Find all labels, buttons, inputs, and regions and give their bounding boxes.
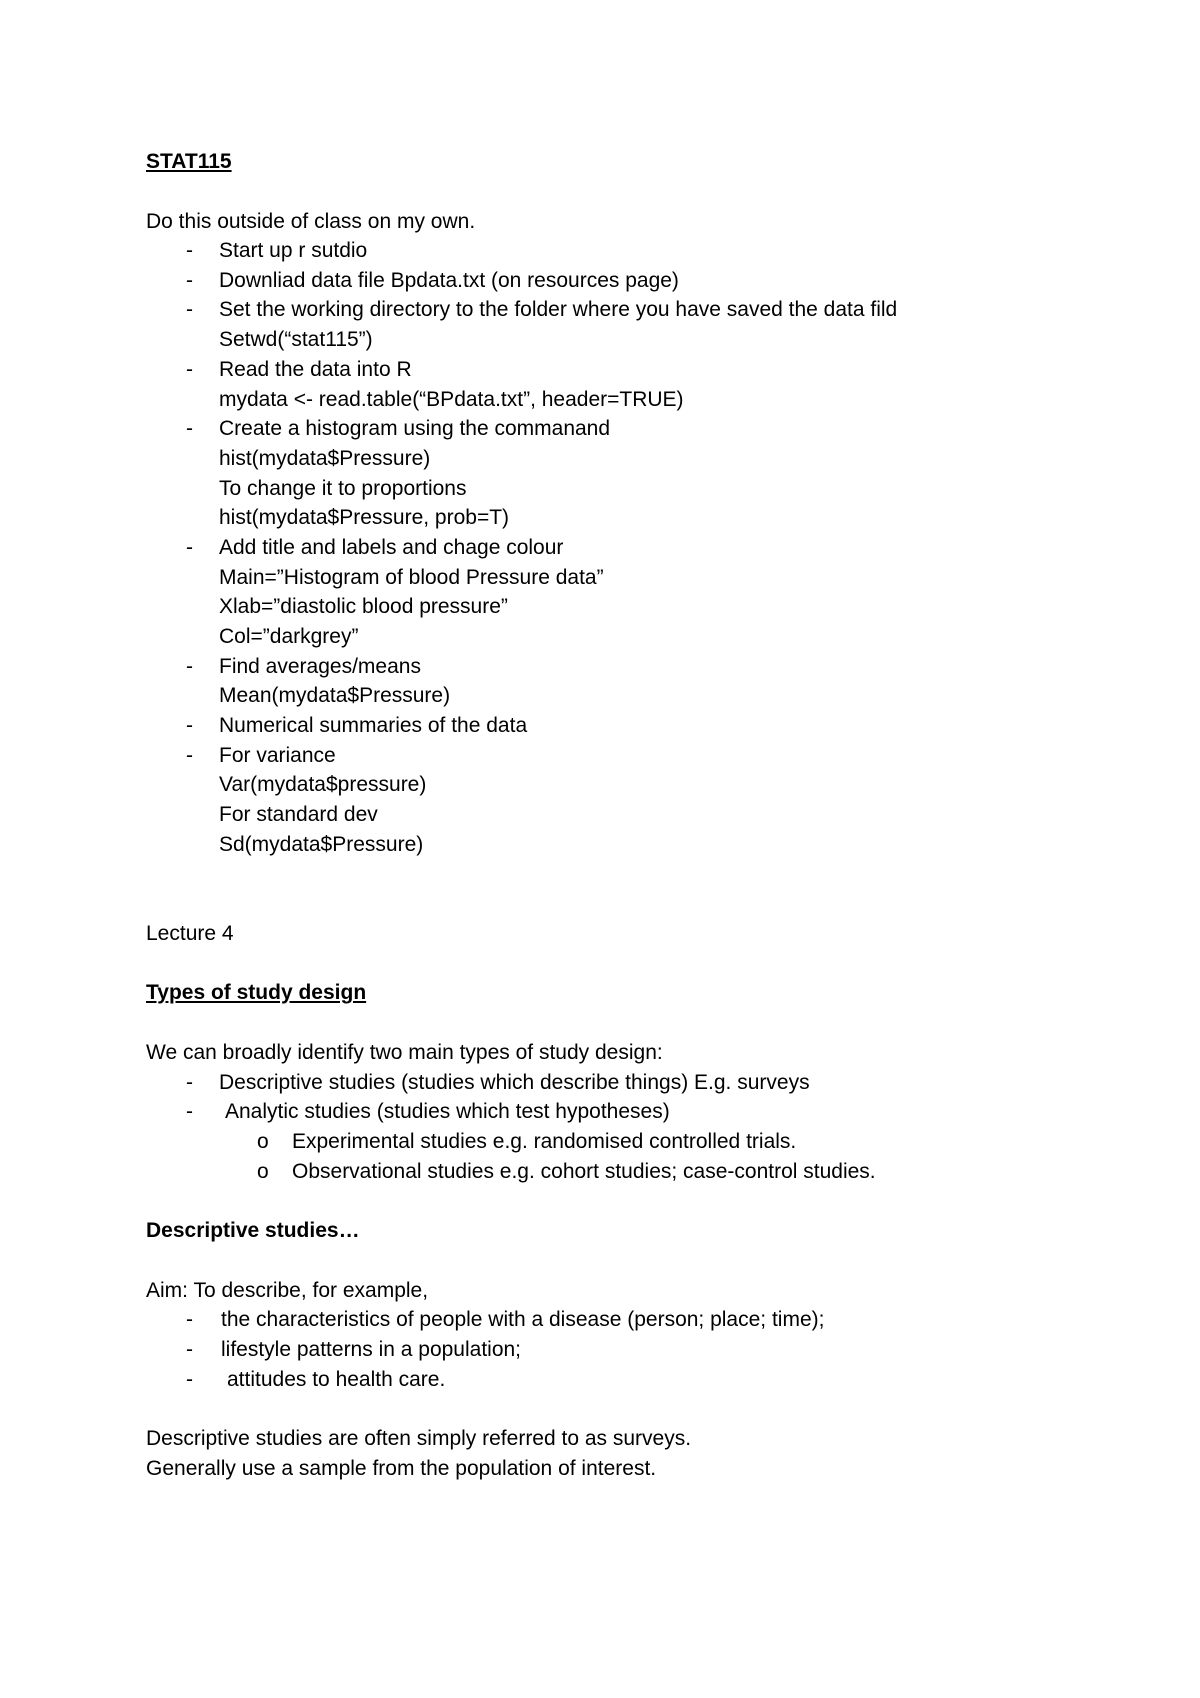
- list-dash: -: [186, 269, 193, 292]
- list-dash: -: [186, 1338, 193, 1361]
- code-line: mydata <- read.table(“BPdata.txt”, header=TRUE): [219, 388, 684, 411]
- code-line: Main=”Histogram of blood Pressure data”: [219, 566, 604, 589]
- list-item: Analytic studies (studies which test hypotheses): [225, 1100, 670, 1123]
- list-dash: -: [186, 1368, 193, 1391]
- list-item: Add title and labels and chage colour: [219, 536, 564, 559]
- code-line: Col=”darkgrey”: [219, 625, 359, 648]
- list-dash: -: [186, 239, 193, 262]
- code-line: Setwd(“stat115”): [219, 328, 373, 351]
- list-item: lifestyle patterns in a population;: [221, 1338, 522, 1361]
- code-line: Mean(mydata$Pressure): [219, 684, 451, 707]
- list-item: Set the working directory to the folder where you have saved the data fild: [219, 298, 898, 321]
- list-dash: -: [186, 358, 193, 381]
- sub-list-item: Experimental studies e.g. randomised controlled trials.: [292, 1130, 797, 1153]
- list-item: the characteristics of people with a disease (person; place; time);: [221, 1308, 825, 1331]
- list-dash: -: [186, 1071, 193, 1094]
- list-item: Descriptive studies (studies which describe things) E.g. surveys: [219, 1071, 810, 1094]
- list-note: For standard dev: [219, 803, 378, 826]
- list-item: Start up r sutdio: [219, 239, 368, 262]
- list-item: Downliad data file Bpdata.txt (on resources page): [219, 269, 679, 292]
- closing-text: Generally use a sample from the population of interest.: [146, 1457, 657, 1480]
- code-line: Var(mydata$pressure): [219, 773, 427, 796]
- code-line: Sd(mydata$Pressure): [219, 833, 424, 856]
- circle-bullet: o: [257, 1130, 269, 1153]
- list-item: For variance: [219, 744, 336, 767]
- aim-text: Aim: To describe, for example,: [146, 1279, 429, 1302]
- lecture-label: Lecture 4: [146, 922, 234, 945]
- code-line: Xlab=”diastolic blood pressure”: [219, 595, 508, 618]
- closing-text: Descriptive studies are often simply referred to as surveys.: [146, 1427, 692, 1450]
- list-item: Create a histogram using the commanand: [219, 417, 611, 440]
- document-title: STAT115: [146, 150, 232, 173]
- intro-text: Do this outside of class on my own.: [146, 210, 476, 233]
- list-item: Numerical summaries of the data: [219, 714, 528, 737]
- list-dash: -: [186, 417, 193, 440]
- list-dash: -: [186, 1100, 193, 1123]
- list-dash: -: [186, 536, 193, 559]
- types-intro: We can broadly identify two main types of study design:: [146, 1041, 663, 1064]
- list-item: attitudes to health care.: [227, 1368, 446, 1391]
- sub-list-item: Observational studies e.g. cohort studies; case-control studies.: [292, 1160, 876, 1183]
- descriptive-heading: Descriptive studies…: [146, 1219, 360, 1242]
- list-item: Find averages/means: [219, 655, 421, 678]
- list-dash: -: [186, 655, 193, 678]
- list-dash: -: [186, 714, 193, 737]
- list-dash: -: [186, 298, 193, 321]
- list-note: To change it to proportions: [219, 477, 467, 500]
- list-dash: -: [186, 1308, 193, 1331]
- circle-bullet: o: [257, 1160, 269, 1183]
- code-line: hist(mydata$Pressure, prob=T): [219, 506, 510, 529]
- list-item: Read the data into R: [219, 358, 412, 381]
- list-dash: -: [186, 744, 193, 767]
- section-heading: Types of study design: [146, 981, 367, 1004]
- code-line: hist(mydata$Pressure): [219, 447, 431, 470]
